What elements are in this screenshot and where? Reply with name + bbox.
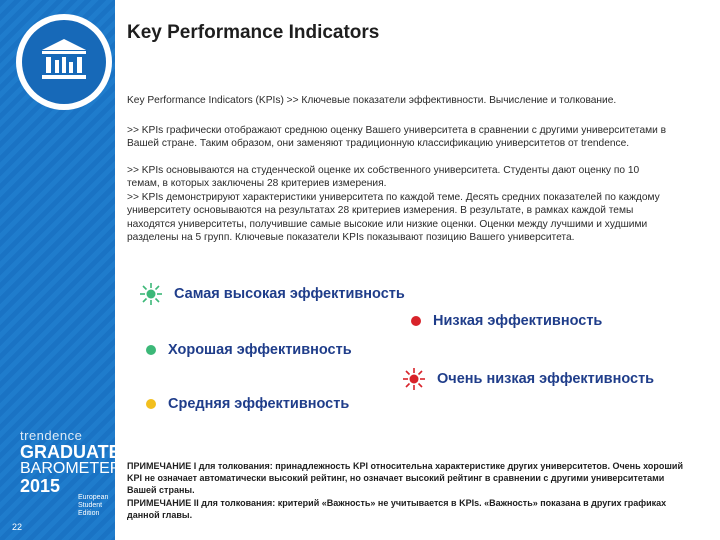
sidebar: [0, 0, 122, 540]
legend-very-low-label: Очень низкая эффективность: [437, 371, 655, 387]
page-number: 22: [12, 522, 23, 532]
paragraph-1: >> KPIs графически отображают среднюю оценку Вашего университета в сравнении с другими университетами в Вашей стране. Таким образом, они заменяют традиционную классификацию университетов от trendence.: [127, 125, 667, 150]
legend-highest: [140, 283, 405, 305]
badge-line-1: trendence: [20, 428, 83, 443]
green-burst-icon: [140, 283, 162, 305]
legend-very-low: [403, 368, 654, 390]
yellow-dot-icon: [146, 399, 156, 409]
notes: [127, 460, 687, 521]
paragraph-3: >> KPIs демонстрируют характеристики университета по каждой теме. Десять средних показателей по каждому университету основываются на результатах 28 критериев измерения. В результате, в рамках каждой темы находятся университеты, получившие самые высокие или низкие оценки. Оценки между лучшими и худшими разделены на 5 групп. Ключевые показатели KPIs показывают позицию Вашего университета.: [127, 192, 660, 244]
badge-line-2: GRADUATE: [20, 442, 121, 462]
legend-low-label: Низкая эффективность: [433, 313, 603, 329]
red-burst-icon: [403, 368, 425, 390]
page-title: Key Performance Indicators: [127, 22, 380, 43]
paragraph-2: >> KPIs основываются на студенческой оценке их собственного университета. Студенты дают оценку по 10 темам, в которых заключены 28 критериев измерения.: [127, 165, 640, 190]
legend-average-label: Средняя эффективность: [168, 396, 350, 412]
logo: [16, 14, 112, 110]
note-2: ПРИМЕЧАНИЕ II для толкования: критерий «Важность» не учитывается в KPIs. «Важность» показана в других графиках данной главы.: [127, 497, 667, 520]
legend-good-label: Хорошая эффективность: [168, 342, 352, 358]
legend-highest-label: Самая высокая эффективность: [174, 286, 405, 302]
badge-line-3: BAROMETER: [20, 460, 122, 477]
legend-good: [146, 342, 352, 358]
green-dot-icon: [146, 345, 156, 355]
red-dot-icon: [411, 316, 421, 326]
legend-average: [146, 396, 349, 412]
badge-edition: European Student Edition: [78, 494, 109, 517]
institution-icon: [39, 36, 89, 86]
graduate-barometer-badge: [20, 428, 122, 496]
logo-inner: [22, 20, 106, 104]
note-1: ПРИМЕЧАНИЕ I для толкования: принадлежность KPI относительна характеристике других университетов. Очень хороший KPI не означает автоматически высокий рейтинг, но означает высокий рейтинг в сравнении с другими университетами Вашей страны.: [127, 461, 683, 496]
legend-low: [411, 313, 602, 329]
intro-text: Key Performance Indicators (KPIs) >> Ключевые показатели эффективности. Вычисление и толкование.: [127, 95, 617, 106]
badge-line-4: 2015: [20, 476, 61, 496]
